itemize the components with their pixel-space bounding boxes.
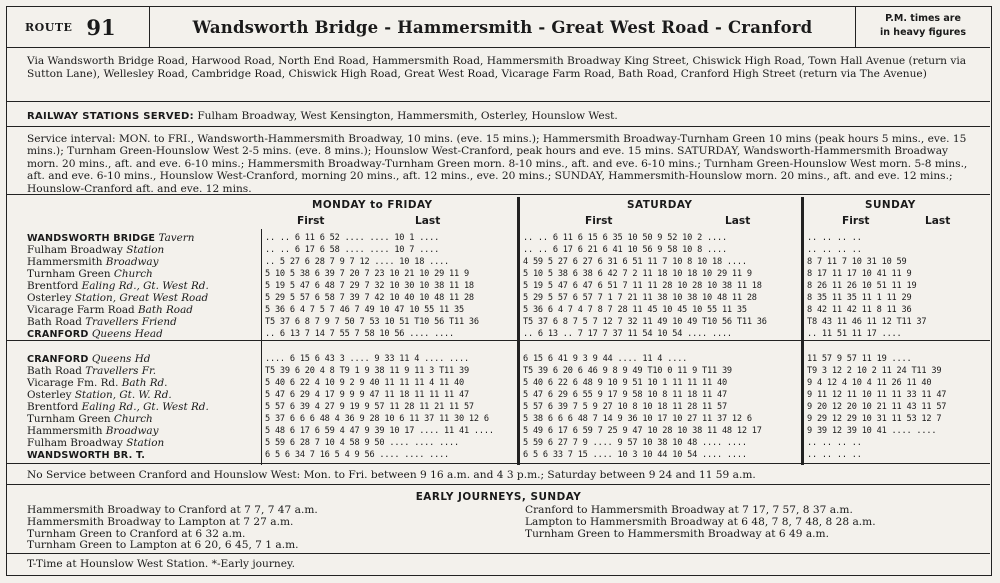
stop-name-plain: Bath Road bbox=[27, 316, 82, 328]
times-mf: T5 37 6 8 7 9 7 50 7 53 10 51 T10 56 T11 36 bbox=[265, 317, 479, 327]
times-sun: .. .. .. .. bbox=[807, 450, 862, 460]
times-sun: 9 20 12 20 10 21 11 43 11 57 bbox=[807, 402, 947, 412]
stop-name bbox=[27, 402, 209, 413]
times-sat: 5 10 5 38 6 38 6 42 7 2 11 18 10 18 10 29 11 9 bbox=[523, 269, 752, 279]
stop-name bbox=[27, 329, 163, 340]
stop-name-plain: Turnham Green bbox=[27, 413, 111, 425]
times-mf: 6 5 6 34 7 16 5 4 9 56 .... .... .... bbox=[265, 450, 450, 460]
times-mf: .... 6 15 6 43 3 .... 9 33 11 4 .... .... bbox=[265, 354, 469, 364]
route-label: ROUTE bbox=[25, 20, 73, 34]
times-sun: 9 4 12 4 10 4 11 26 11 40 bbox=[807, 378, 932, 388]
stop-name bbox=[27, 293, 208, 304]
stop-name-caps: WANDSWORTH BRIDGE bbox=[27, 233, 156, 244]
stop-name bbox=[27, 426, 158, 437]
early-journey: Turnham Green to Cranford at 6 32 a.m. bbox=[27, 527, 246, 540]
stop-name-detail: Broadway bbox=[105, 425, 159, 437]
times-sat: 5 40 6 22 6 48 9 10 9 51 10 1 11 11 11 40 bbox=[523, 378, 727, 388]
times-mf: 5 57 6 39 4 27 9 19 9 57 11 28 11 21 11 57 bbox=[265, 402, 474, 412]
footnote: T-Time at Hounslow West Station. *-Early journey. bbox=[27, 558, 295, 570]
times-mf: .. 5 27 6 28 7 9 7 12 .... 10 18 .... bbox=[265, 257, 450, 267]
times-sun: 8 26 11 26 10 51 11 19 bbox=[807, 281, 917, 291]
railway-stations bbox=[27, 110, 618, 122]
times-sat: .. .. 6 11 6 15 6 35 10 50 9 52 10 2 .... bbox=[523, 233, 727, 243]
stop-name bbox=[27, 354, 150, 365]
stop-name bbox=[27, 233, 194, 244]
heading-saturday: SATURDAY bbox=[627, 199, 693, 211]
stop-name-detail: Broadway bbox=[105, 256, 159, 268]
times-mf: 5 10 5 38 6 39 7 20 7 23 10 21 10 29 11 9 bbox=[265, 269, 469, 279]
times-mf: .. .. 6 17 6 58 .... .... 10 7 .... bbox=[265, 245, 440, 255]
divider bbox=[7, 553, 990, 554]
stop-name-plain: Fulham Broadway bbox=[27, 244, 123, 256]
heading-sunday: SUNDAY bbox=[865, 199, 916, 211]
column-divider bbox=[801, 197, 804, 465]
stop-name-plain: Turnham Green bbox=[27, 268, 111, 280]
times-sun: .. .. .. .. bbox=[807, 245, 862, 255]
times-sun: .. .. .. .. bbox=[807, 233, 862, 243]
times-mf: 5 29 5 57 6 58 7 39 7 42 10 40 10 48 11 28 bbox=[265, 293, 474, 303]
times-sat: 5 38 6 6 6 48 7 14 9 36 10 17 10 27 11 37 12 6 bbox=[523, 414, 752, 424]
sat-last-label: Last bbox=[725, 215, 751, 227]
stop-name-detail: Station, Great West Road bbox=[74, 292, 209, 304]
stop-name bbox=[27, 257, 158, 268]
stop-name-detail: Travellers Friend bbox=[85, 316, 177, 328]
times-sat: 5 57 6 39 7 5 9 27 10 8 10 18 11 28 11 57 bbox=[523, 402, 727, 412]
stop-name-detail: Queens Hd bbox=[91, 353, 151, 365]
stop-name bbox=[27, 305, 193, 316]
stop-name-detail: Ealing Rd., Gt. West Rd. bbox=[81, 280, 209, 292]
divider bbox=[7, 194, 990, 195]
times-sat: 6 15 6 41 9 3 9 44 .... 11 4 .... bbox=[523, 354, 688, 364]
stop-name-detail: Church bbox=[113, 413, 153, 425]
stop-name-plain: Osterley bbox=[27, 389, 72, 401]
stop-name bbox=[27, 414, 153, 425]
stop-name-plain: Vicarage Fm. Rd. bbox=[27, 377, 119, 389]
divider bbox=[7, 101, 990, 102]
route-title: Wandsworth Bridge - Hammersmith - Great West Road - Cranford bbox=[192, 17, 813, 37]
times-sat: 4 59 5 27 6 27 6 31 6 51 11 7 10 8 10 18 .... bbox=[523, 257, 747, 267]
sun-last-label: Last bbox=[925, 215, 951, 227]
sun-first-label: First bbox=[842, 215, 870, 227]
stop-name-plain: Hammersmith bbox=[27, 425, 103, 437]
stop-name-plain: Hammersmith bbox=[27, 256, 103, 268]
divider bbox=[7, 340, 990, 341]
stop-name-plain: Osterley bbox=[27, 292, 72, 304]
header-bar bbox=[7, 7, 990, 48]
times-sat: .. 6 13 .. 7 17 7 37 11 54 10 54 .... .... bbox=[523, 329, 732, 339]
early-journey: Turnham Green to Lampton at 6 20, 6 45, 7 1 a.m. bbox=[27, 539, 299, 552]
route-number: 91 bbox=[86, 14, 116, 40]
stop-name bbox=[27, 317, 177, 328]
stop-name-detail: Ealing Rd., Gt. West Rd. bbox=[81, 401, 209, 413]
times-mf: 5 19 5 47 6 48 7 29 7 32 10 30 10 38 11 18 bbox=[265, 281, 474, 291]
times-sun: 9 29 12 29 10 31 11 53 12 7 bbox=[807, 414, 942, 424]
times-sun: 8 17 11 17 10 41 11 9 bbox=[807, 269, 912, 279]
times-mf: .. 6 13 7 14 7 55 7 58 10 56 .... .... bbox=[265, 329, 455, 339]
stop-name-caps: CRANFORD bbox=[27, 354, 89, 365]
divider bbox=[7, 484, 990, 485]
sat-first-label: First bbox=[585, 215, 613, 227]
stop-name-detail: Station bbox=[126, 437, 165, 449]
stop-name bbox=[27, 281, 209, 292]
column-divider bbox=[261, 229, 262, 465]
times-sat: .. .. 6 17 6 21 6 41 10 56 9 58 10 8 .... bbox=[523, 245, 727, 255]
times-sun: 9 11 12 11 10 11 11 33 11 47 bbox=[807, 390, 947, 400]
times-sun: T8 43 11 46 11 12 T11 37 bbox=[807, 317, 927, 327]
early-journey: Cranford to Hammersmith Broadway at 7 17, 7 57, 8 37 a.m. bbox=[525, 504, 853, 516]
times-sun: T9 3 12 2 10 2 11 24 T11 39 bbox=[807, 366, 942, 376]
early-journey: Turnham Green to Hammersmith Broadway at 6 49 a.m. bbox=[525, 527, 829, 540]
pm-note bbox=[855, 7, 990, 47]
mf-first-label: First bbox=[297, 215, 325, 227]
stop-name bbox=[27, 245, 164, 256]
times-sat: 6 5 6 33 7 15 .... 10 3 10 44 10 54 .... .... bbox=[523, 450, 747, 460]
early-journeys-right bbox=[525, 505, 876, 540]
times-mf: 5 59 6 28 7 10 4 58 9 50 .... .... .... bbox=[265, 438, 459, 448]
divider bbox=[7, 126, 990, 127]
stop-name-detail: Bath Rd. bbox=[121, 377, 168, 389]
service-interval: Service interval: MON. to FRI., Wandsworth-Hammersmith Broadway, 10 mins. (eve. 15 mins.); Hammersmith Broadway-Turnham Green 10 mins (peak hours 5 mins., eve. 15 mins.); Turnham Green-Hounslow West 2-5 mins. (eve. 8 mins.); Hounslow West-Cranford, peak hours and eve. 15 mins. SATURDAY, Wandsworth-Hammersmith Broadway morn. 20 mins., aft. and eve. 6-10 mins.; Hammersmith Broadway-Turnham Green morn. 8-10 mins., aft. and eve. 6-10 mins.; Turnham Green-Hounslow West morn. 5-8 mins., aft. and eve. 6-10 mins., Hounslow West-Cranford, morning 20 mins., aft. 12 mins., eve. 20 mins.; SUNDAY, Hammersmith-Hounslow morn. 20 mins., aft. and eve. 12 mins.; Hounslow-Cranford aft. and eve. 12 mins. bbox=[27, 133, 968, 195]
times-mf: .. .. 6 11 6 52 .... .... 10 1 .... bbox=[265, 233, 440, 243]
times-sun: 8 35 11 35 11 1 11 29 bbox=[807, 293, 912, 303]
stop-name-plain: Brentford bbox=[27, 401, 79, 413]
times-sat: 5 29 5 57 6 57 7 1 7 21 11 38 10 38 10 48 11 28 bbox=[523, 293, 757, 303]
times-mf: T5 39 6 20 4 8 T9 1 9 38 11 9 11 3 T11 39 bbox=[265, 366, 469, 376]
stop-name bbox=[27, 378, 167, 389]
stop-name bbox=[27, 450, 145, 461]
early-journey: Hammersmith Broadway to Cranford at 7 7, 7 47 a.m. bbox=[27, 504, 318, 516]
pm-note-line2: in heavy figures bbox=[879, 27, 967, 38]
heading-mon-fri: MONDAY to FRIDAY bbox=[312, 199, 433, 211]
stop-name bbox=[27, 438, 164, 449]
times-mf: 5 36 6 4 7 5 7 46 7 49 10 47 10 55 11 35 bbox=[265, 305, 464, 315]
times-sun: 8 7 11 7 10 31 10 59 bbox=[807, 257, 907, 267]
pm-note-line1: P.M. times are bbox=[885, 13, 961, 24]
stop-name-detail: Travellers Fr. bbox=[85, 365, 157, 377]
column-divider bbox=[517, 197, 520, 465]
stop-name-detail: Queens Head bbox=[91, 328, 163, 340]
stop-name bbox=[27, 390, 172, 401]
stop-name bbox=[27, 366, 156, 377]
times-mf: 5 37 6 6 6 48 4 36 9 28 10 6 11 37 11 30 12 6 bbox=[265, 414, 489, 424]
early-journeys-left bbox=[27, 505, 318, 552]
route-box bbox=[7, 7, 150, 47]
times-sat: 5 47 6 29 6 55 9 17 9 58 10 8 11 18 11 47 bbox=[523, 390, 727, 400]
mf-last-label: Last bbox=[415, 215, 441, 227]
times-sat: 5 19 5 47 6 47 6 51 7 11 11 28 10 28 10 38 11 18 bbox=[523, 281, 762, 291]
stop-name-detail: Tavern bbox=[158, 232, 195, 244]
times-sat: T5 37 6 8 7 5 7 12 7 32 11 49 10 49 T10 56 T11 36 bbox=[523, 317, 767, 327]
times-sat: 5 59 6 27 7 9 .... 9 57 10 38 10 48 .... .... bbox=[523, 438, 747, 448]
stations-label: RAILWAY STATIONS SERVED: bbox=[27, 111, 194, 122]
times-sat: 5 36 6 4 7 4 7 8 7 28 11 45 10 45 10 55 11 35 bbox=[523, 305, 747, 315]
times-sun: .. .. .. .. bbox=[807, 438, 862, 448]
times-mf: 5 47 6 29 4 17 9 9 9 47 11 18 11 11 11 47 bbox=[265, 390, 469, 400]
stop-name-caps: CRANFORD bbox=[27, 329, 89, 340]
early-journeys-title: EARLY JOURNEYS, SUNDAY bbox=[415, 491, 582, 503]
stop-name-plain: Brentford bbox=[27, 280, 79, 292]
stop-name-caps: WANDSWORTH BR. T. bbox=[27, 450, 146, 461]
times-mf: 5 40 6 22 4 10 9 2 9 40 11 11 11 4 11 40 bbox=[265, 378, 464, 388]
stop-name-detail: Station, Gt. W. Rd. bbox=[74, 389, 172, 401]
stop-name-plain: Fulham Broadway bbox=[27, 437, 123, 449]
stop-name-plain: Bath Road bbox=[27, 365, 82, 377]
early-journey: Lampton to Hammersmith Broadway at 6 48, 7 8, 7 48, 8 28 a.m. bbox=[525, 515, 876, 528]
stop-name-plain: Vicarage Farm Road bbox=[27, 304, 135, 316]
times-mf: 5 48 6 17 6 59 4 47 9 39 10 17 .... 11 41 .... bbox=[265, 426, 494, 436]
times-sat: 5 49 6 17 6 59 7 25 9 47 10 28 10 38 11 48 12 17 bbox=[523, 426, 762, 436]
stop-name-detail: Station bbox=[126, 244, 165, 256]
via-route-description: Via Wandsworth Bridge Road, Harwood Road, North End Road, Hammersmith Road, Hammersmith Broadway King Street, Chiswick High Road, Town Hall Avenue (return via Sutton Lane), Wellesley Road, Cambridge Road, Chiswick High Road, Great West Road, Vicarage Farm Road, Bath Road, Cranford High Street (return via The Avenue) bbox=[27, 55, 967, 80]
divider bbox=[7, 463, 990, 464]
times-sat: T5 39 6 20 6 46 9 8 9 49 T10 0 11 9 T11 39 bbox=[523, 366, 732, 376]
times-sun: 9 39 12 39 10 41 .... .... bbox=[807, 426, 937, 436]
timetable-page bbox=[6, 6, 992, 576]
stations-list: Fulham Broadway, West Kensington, Hammersmith, Osterley, Hounslow West. bbox=[197, 110, 618, 122]
times-sun: 11 57 9 57 11 19 .... bbox=[807, 354, 912, 364]
times-sun: .. 11 51 11 17 .... bbox=[807, 329, 902, 339]
no-service-note: No Service between Cranford and Hounslow West: Mon. to Fri. between 9 16 a.m. and 4 3 p.m.; Saturday between 9 24 and 11 59 a.m. bbox=[27, 469, 756, 481]
stop-name-detail: Church bbox=[113, 268, 153, 280]
early-journey: Hammersmith Broadway to Lampton at 7 27 a.m. bbox=[27, 515, 294, 528]
times-sun: 8 42 11 42 11 8 11 36 bbox=[807, 305, 912, 315]
stop-name-detail: Bath Road bbox=[137, 304, 193, 316]
stop-name bbox=[27, 269, 153, 280]
